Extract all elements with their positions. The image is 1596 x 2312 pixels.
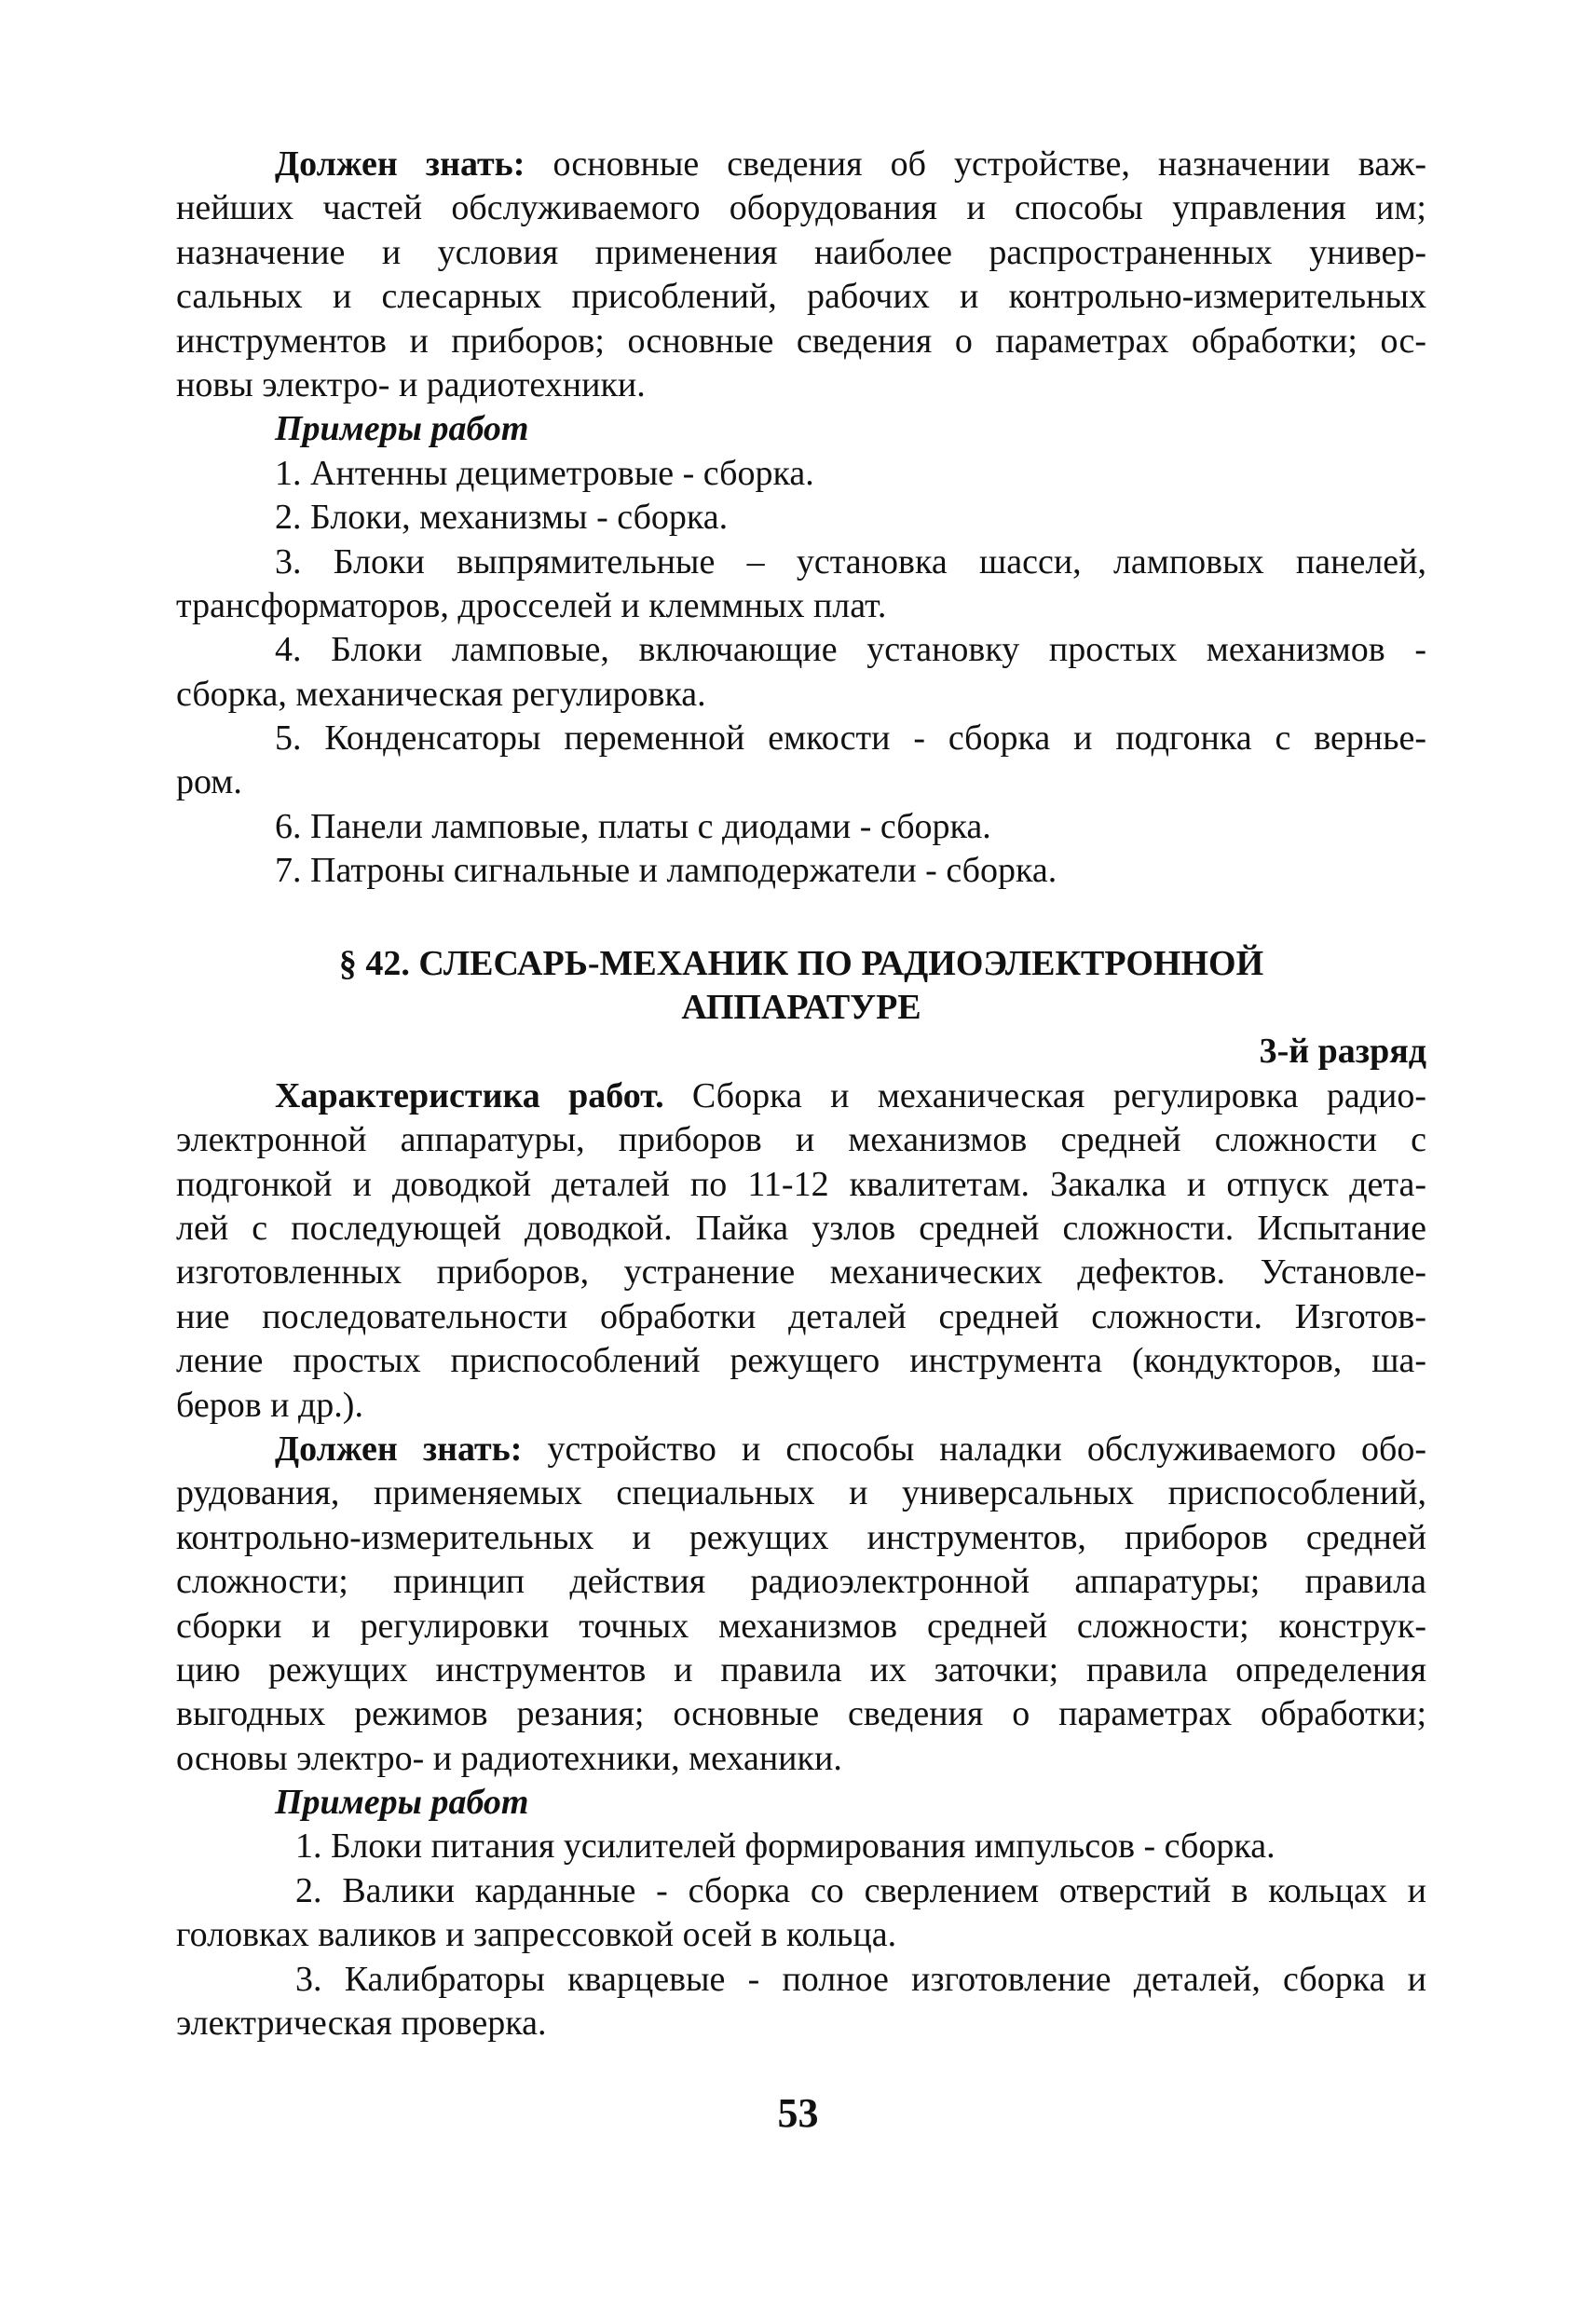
text-line: 5. Конденсаторы переменной емкости - сборка и подгонка с вернье- (275, 718, 1426, 759)
examples-title: Примеры работ (275, 409, 529, 449)
text-line: 6. Панели ламповые, платы с диодами - сборка. (275, 806, 991, 846)
line-text: нейших частей обслуживаемого оборудования и способы управления им; (176, 188, 1426, 228)
text-line: трансформаторов, дросселей и клеммных плат. (176, 585, 887, 625)
text-line: головках валиков и запрессовкой осей в кольца. (176, 1915, 897, 1955)
text-line (176, 1251, 1426, 1294)
sec2-characteristics-paragraph (176, 1074, 1426, 1428)
text-line (176, 1648, 1426, 1692)
section-heading: § 42. СЛЕСАРЬ-МЕХАНИК ПО РАДИОЭЛЕКТРОННОЙ (338, 943, 1264, 983)
text-line (176, 1339, 1426, 1383)
line-text: новы электро- и радиотехники. (176, 364, 646, 404)
text-line: 1. Антенны дециметровые - сборка. (275, 453, 814, 493)
text-line: 3. Блоки выпрямительные – установка шасси, ламповых панелей, (275, 541, 1426, 581)
line-text: контрольно-измерительных и режущих инструментов, приборов средней (176, 1517, 1426, 1557)
text-line (176, 1118, 1426, 1162)
text-line (176, 1605, 1426, 1648)
example-item (176, 452, 1426, 496)
text-line (176, 143, 1426, 186)
text-line (176, 1516, 1426, 1560)
text-line (176, 186, 1426, 230)
example-item (176, 805, 1426, 849)
line-text: цию режущих инструментов и правила их заточки; правила определения (176, 1649, 1426, 1690)
example-item (176, 1869, 1426, 1958)
text-line: 2. Блоки, механизмы - сборка. (275, 498, 729, 538)
sec1-know-paragraph (176, 143, 1426, 407)
line-text: устройство и способы наладки обслуживаемого обо- (522, 1429, 1427, 1469)
text-line: ром. (176, 762, 242, 802)
lead-term: Должен знать: (275, 144, 525, 184)
text-line (176, 363, 1426, 407)
page-body (176, 143, 1426, 2045)
line-text: назначение и условия применения наиболее распространенных универ- (176, 232, 1426, 272)
text-line: 3. Калибраторы кварцевые - полное изготовление деталей, сборка и (295, 1959, 1426, 1999)
text-line (176, 1737, 1426, 1781)
text-line: 7. Патроны сигнальные и ламподержатели - сборка. (275, 851, 1057, 891)
text-line (176, 275, 1426, 319)
example-item (176, 1825, 1426, 1868)
text-line: сборка, механическая регулировка. (176, 674, 706, 714)
line-text: беров и др.). (176, 1385, 363, 1425)
grade-label: 3-й разряд (1259, 1032, 1426, 1072)
line-text: ление простых приспособлений режущего инструмента (кондукторов, ша- (176, 1341, 1426, 1381)
lead-term: Должен знать: (275, 1429, 523, 1469)
line-text: выгодных режимов резания; основные сведения о параметрах обработки; (176, 1694, 1426, 1734)
line-text: сложности; принцип действия радиоэлектронной аппаратуры; правила (176, 1562, 1426, 1602)
page-number: 53 (777, 2090, 819, 2136)
line-text: ние последовательности обработки деталей средней сложности. Изготов- (176, 1296, 1426, 1336)
text-line (176, 1560, 1426, 1604)
text-line (176, 1384, 1426, 1428)
sec2-know-paragraph (176, 1428, 1426, 1781)
example-item (176, 717, 1426, 805)
line-text: электронной аппаратуры, приборов и механизмов средней сложности с (176, 1120, 1426, 1160)
text-line (176, 1163, 1426, 1207)
line-text: подгонкой и доводкой деталей по 11-12 квалитетам. Закалка и отпуск дета- (176, 1164, 1426, 1204)
line-text: основные сведения об устройстве, назначении важ- (525, 144, 1426, 184)
text-line (176, 1207, 1426, 1251)
lead-term: Характеристика работ. (275, 1075, 664, 1115)
line-text: Сборка и механическая регулировка радио- (663, 1075, 1427, 1115)
line-text: изготовленных приборов, устранение механических дефектов. Установле- (176, 1252, 1426, 1293)
line-text: основы электро- и радиотехники, механики. (176, 1738, 842, 1778)
text-line: 4. Блоки ламповые, включающие установку простых механизмов - (275, 630, 1426, 670)
example-item (176, 1958, 1426, 2046)
example-item (176, 849, 1426, 893)
line-text: лей с последующей доводкой. Пайка узлов средней сложности. Испытание (176, 1208, 1426, 1248)
line-text: сборки и регулировки точных механизмов средней сложности; конструк- (176, 1606, 1426, 1646)
text-line: электрическая проверка. (176, 2004, 547, 2044)
example-item (176, 628, 1426, 717)
sec2-examples-list (176, 1825, 1426, 2045)
text-line (176, 1074, 1426, 1118)
section-heading-cont: АППАРАТУРЕ (681, 988, 921, 1028)
text-line: 1. Блоки питания усилителей формирования импульсов - сборка. (295, 1826, 1275, 1867)
text-line (176, 231, 1426, 275)
text-line (176, 1692, 1426, 1736)
examples-title: Примеры работ (275, 1783, 529, 1823)
text-line (176, 320, 1426, 363)
line-text: инструментов и приборов; основные сведения о параметрах обработки; ос- (176, 321, 1426, 361)
line-text: сальных и слесарных присоблений, рабочих и контрольно-измерительных (176, 277, 1426, 317)
sec1-examples-list (176, 452, 1426, 894)
example-item (176, 540, 1426, 629)
line-text: рудования, применяемых специальных и универсальных приспособлений, (176, 1473, 1426, 1513)
example-item (176, 496, 1426, 540)
text-line: 2. Валики карданные - сборка со сверлением отверстий в кольцах и (295, 1870, 1426, 1910)
text-line (176, 1295, 1426, 1339)
text-line (176, 1471, 1426, 1515)
text-line (176, 1428, 1426, 1471)
